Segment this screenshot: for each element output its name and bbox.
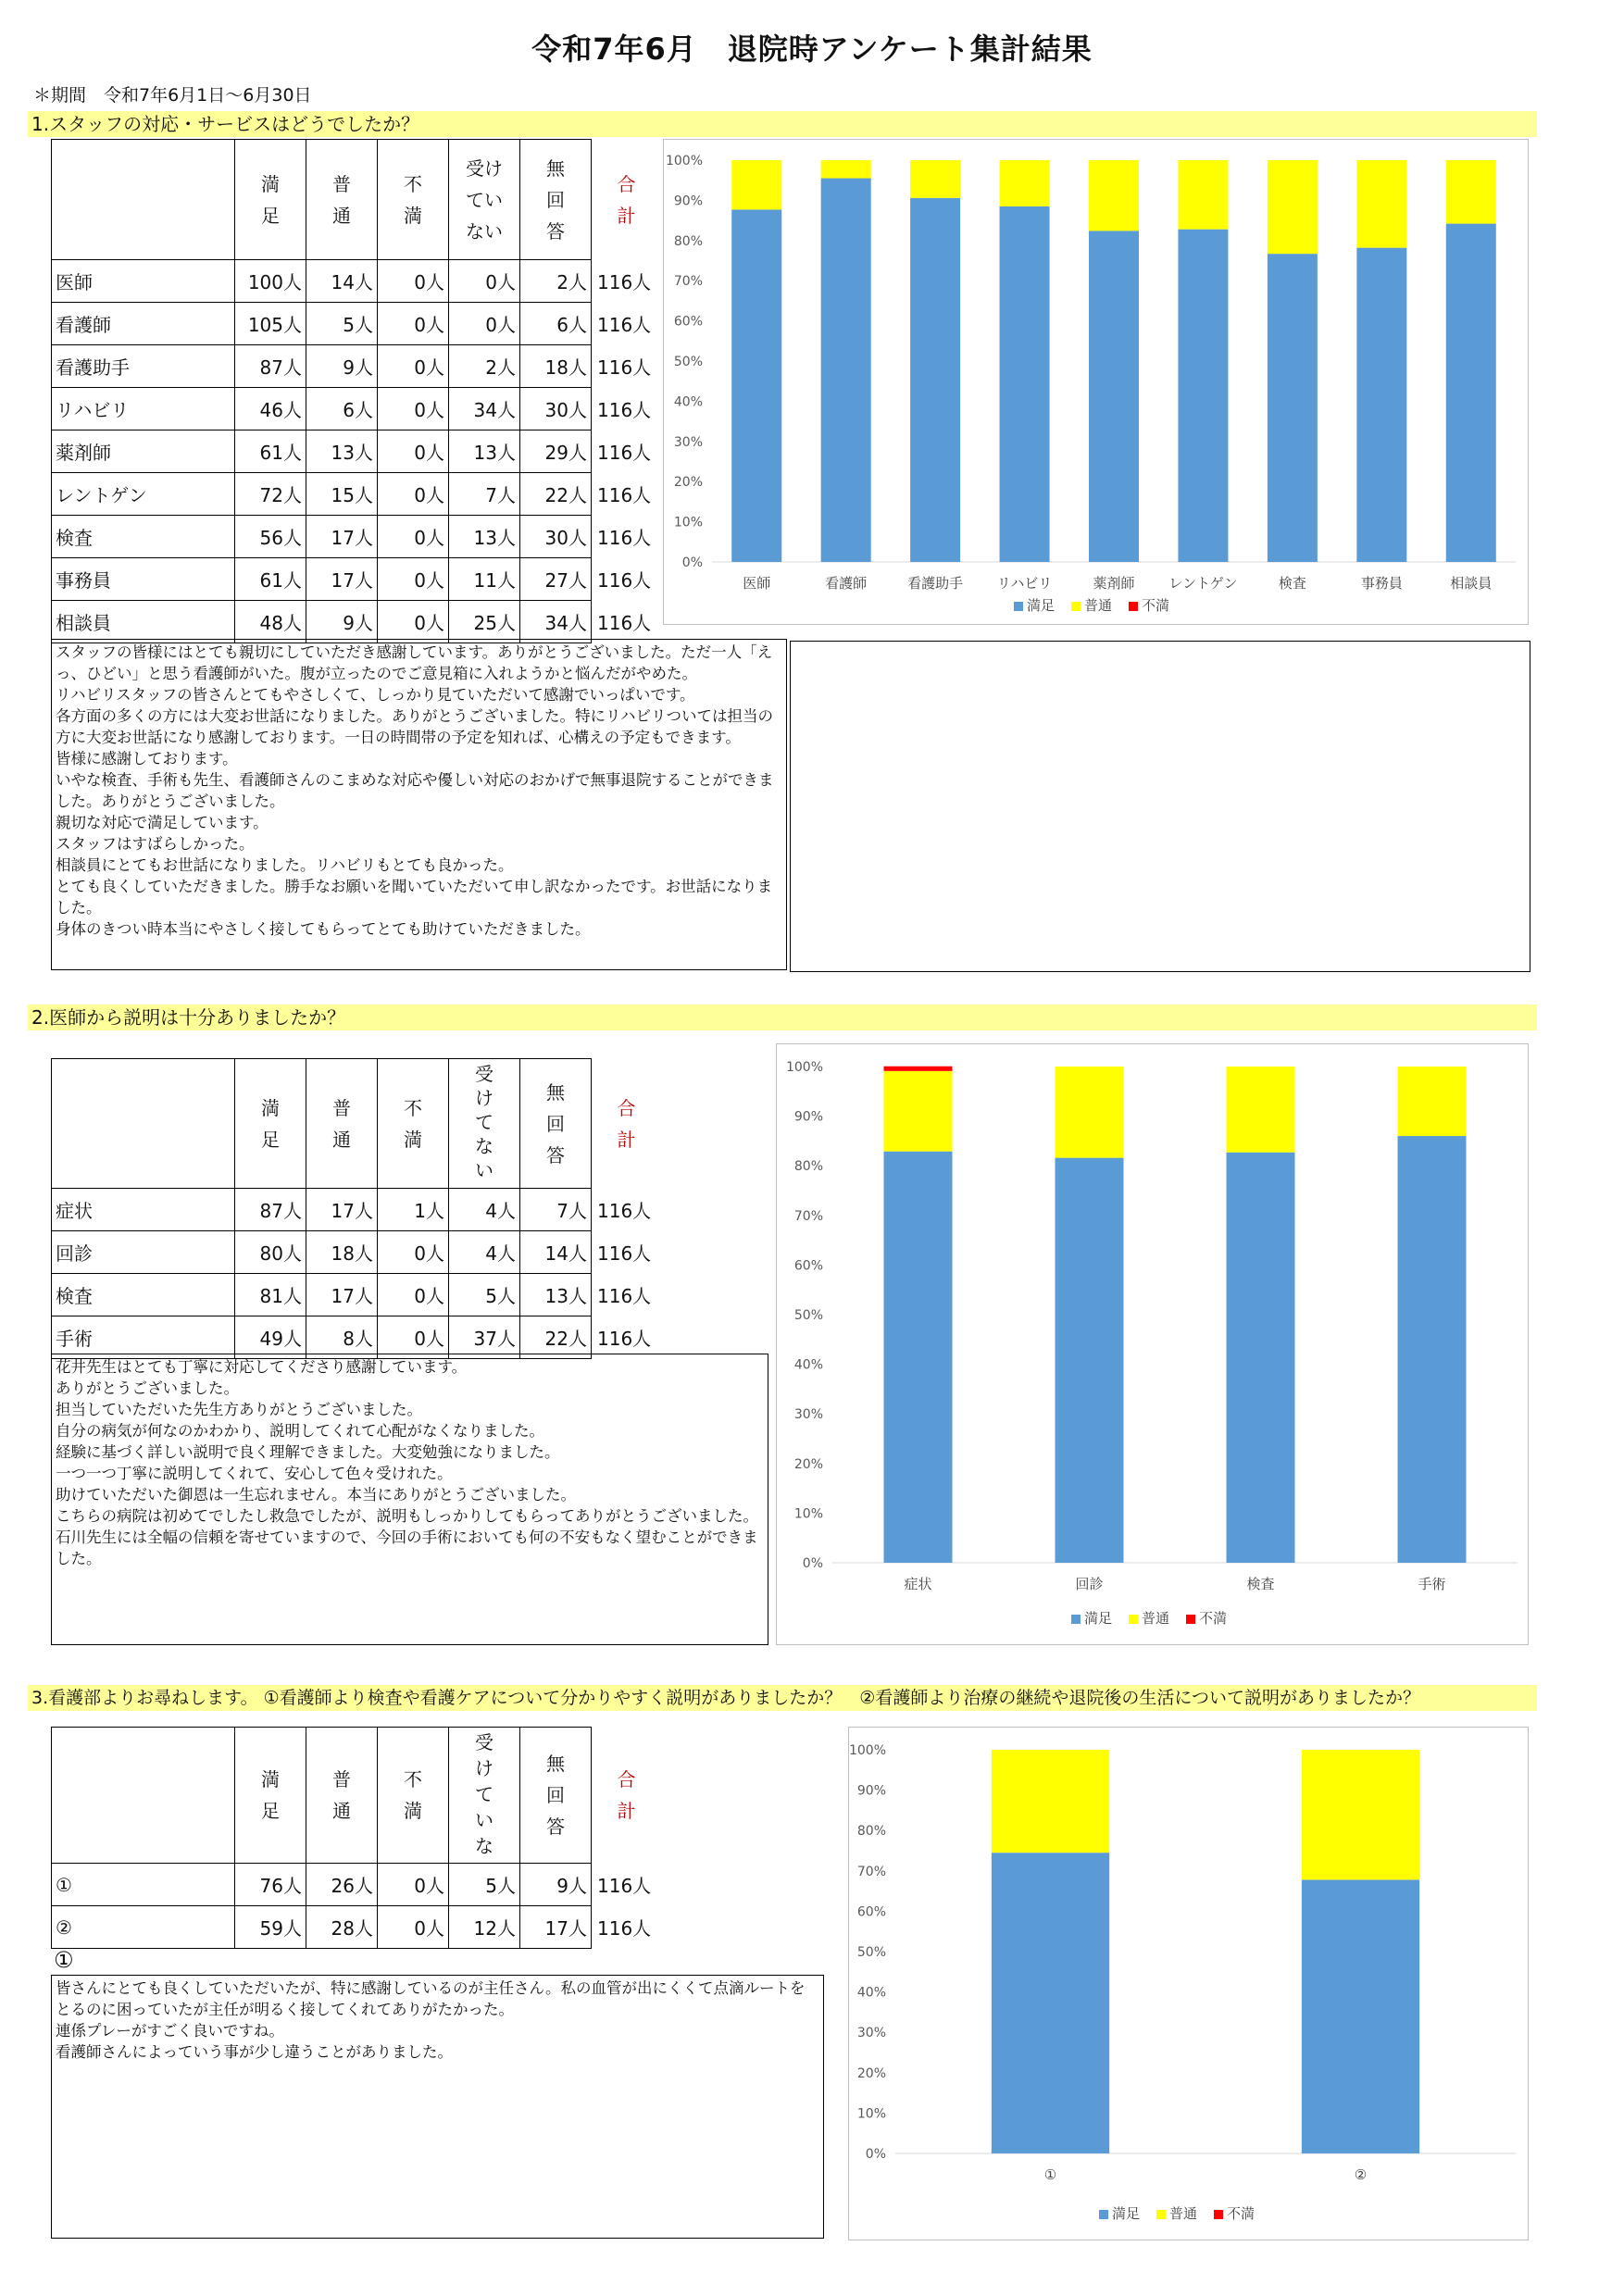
section-1-empty-box (790, 641, 1530, 972)
table-row (52, 1864, 656, 1906)
y-tick-label: 30% (793, 1407, 823, 1423)
x-tick-label: 薬剤師 (1093, 575, 1135, 592)
row-total: 116人 (597, 527, 652, 549)
row-total: 116人 (597, 1285, 652, 1307)
table-row (52, 473, 656, 516)
bar-segment-満足 (1356, 248, 1406, 562)
row-label: ② (52, 1906, 235, 1949)
row-value: 81人 (235, 1274, 306, 1316)
row-label: ① (52, 1864, 235, 1906)
bar-segment-満足 (1302, 1879, 1419, 2153)
row-value: 80人 (235, 1231, 306, 1274)
x-tick-label: 手術 (1418, 1576, 1446, 1592)
row-value: 61人 (235, 430, 306, 473)
y-tick-label: 90% (856, 1783, 886, 1799)
row-value: 13人 (449, 430, 520, 473)
legend-label: 普通 (1169, 2205, 1198, 2222)
y-tick-label: 20% (673, 475, 703, 491)
row-value: 5人 (449, 1864, 520, 1906)
row-value: 0人 (378, 303, 449, 345)
row-value: 2人 (520, 260, 592, 303)
row-value: 14人 (520, 1231, 592, 1274)
bar-segment-満足 (1268, 254, 1318, 562)
survey-period: ＊期間 令和7年6月1日～6月30日 (33, 85, 312, 106)
x-tick-label: 相談員 (1450, 575, 1493, 592)
table-row (52, 1189, 656, 1231)
table-row (52, 260, 656, 303)
x-tick-label: 検査 (1278, 575, 1306, 592)
y-tick-label: 80% (856, 1824, 886, 1840)
x-tick-label: 事務員 (1360, 575, 1403, 592)
row-value: 0人 (378, 473, 449, 516)
row-label: 事務員 (52, 558, 235, 601)
legend-label: 不満 (1142, 597, 1170, 614)
row-value: 12人 (449, 1906, 520, 1949)
bar-segment-普通 (992, 1750, 1109, 1853)
row-value: 61人 (235, 558, 306, 601)
bar-segment-普通 (1089, 160, 1139, 231)
table-row (52, 303, 656, 345)
header-satisfied: 満足 (235, 1728, 306, 1864)
y-tick-label: 80% (793, 1159, 823, 1175)
comment: 連係プレーがすごく良いですね。 (56, 2022, 284, 2040)
y-tick-label: 50% (673, 355, 703, 369)
bar-segment-満足 (992, 1853, 1109, 2153)
header-not-received: 受けていない (449, 140, 520, 260)
y-tick-label: 10% (856, 2106, 886, 2122)
row-value: 0人 (378, 1274, 449, 1316)
row-label: 検査 (52, 1274, 235, 1316)
row-value: 17人 (306, 1189, 378, 1231)
table-header-row (52, 1728, 656, 1864)
comment: 担当していただいた先生方ありがとうございました。 (56, 1401, 422, 1418)
section-2-heading: 2.医師から説明は十分ありましたか？ (28, 1004, 1537, 1030)
header-total: 合計 (617, 1768, 636, 1822)
x-tick-label: 症状 (904, 1576, 932, 1592)
bar-segment-普通 (731, 160, 781, 209)
row-label: レントゲン (52, 473, 235, 516)
bar-segment-満足 (1227, 1153, 1295, 1563)
y-tick-label: 20% (856, 2065, 886, 2081)
table-row (52, 345, 656, 388)
bar-segment-普通 (1056, 1067, 1124, 1158)
row-value: 0人 (378, 345, 449, 388)
page-title: 令和7年6月 退院時アンケート集計結果 (531, 31, 1093, 67)
section-3-heading: 3.看護部よりお尋ねします。 ①看護師より検査や看護ケアについて分かりやすく説明がありましたか？ ②看護師より治療の継続や退院後の生活について説明がありましたか？ (28, 1685, 1537, 1711)
table-row (52, 516, 656, 558)
legend-label: 満足 (1112, 2205, 1141, 2222)
row-value: 28人 (306, 1906, 378, 1949)
row-value: 13人 (306, 430, 378, 473)
bar-segment-普通 (1356, 160, 1406, 248)
y-tick-label: 60% (793, 1258, 823, 1274)
row-total: 116人 (597, 1200, 652, 1222)
comment: 皆さんにとても良くしていただいたが、特に感謝しているのが主任さん。私の血管が出にくくて点滴ルートをとるのに困っていたが主任が明るく接してくれてありがたかった。 (56, 1979, 806, 2018)
row-value: 100人 (235, 260, 306, 303)
row-value: 13人 (449, 516, 520, 558)
row-value: 56人 (235, 516, 306, 558)
y-tick-label: 60% (856, 1904, 886, 1920)
x-tick-label: リハビリ (996, 575, 1053, 592)
section-1-chart (663, 139, 1529, 625)
row-value: 22人 (520, 1316, 592, 1359)
row-value: 30人 (520, 516, 592, 558)
legend-label: 不満 (1199, 1610, 1228, 1627)
header-no-answer: 無回答 (520, 1728, 592, 1864)
comment: 助けていただいた御恩は一生忘れません。本当にありがとうございました。 (56, 1486, 576, 1504)
y-tick-label: 30% (856, 2026, 886, 2041)
legend-label: 不満 (1227, 2205, 1255, 2222)
bar-segment-満足 (910, 198, 960, 562)
y-tick-label: 40% (793, 1357, 823, 1373)
row-value: 5人 (449, 1274, 520, 1316)
row-total: 116人 (597, 442, 652, 464)
row-value: 29人 (520, 430, 592, 473)
legend-swatch (1129, 1615, 1138, 1624)
row-value: 0人 (378, 1316, 449, 1359)
y-tick-label: 50% (856, 1945, 886, 1960)
bar-segment-満足 (1089, 231, 1139, 562)
row-value: 87人 (235, 345, 306, 388)
section-3-table (51, 1727, 656, 1949)
y-tick-label: 70% (856, 1864, 886, 1879)
bar-segment-満足 (1398, 1136, 1467, 1563)
row-value: 5人 (306, 303, 378, 345)
row-value: 72人 (235, 473, 306, 516)
table-row (52, 1316, 656, 1359)
row-value: 25人 (449, 601, 520, 643)
section-1-comments (51, 639, 787, 970)
comment: スタッフはすばらしかった。 (56, 835, 255, 853)
row-value: 13人 (520, 1274, 592, 1316)
y-tick-label: 0% (802, 1556, 823, 1571)
row-value: 0人 (449, 260, 520, 303)
row-value: 9人 (306, 345, 378, 388)
row-value: 6人 (306, 388, 378, 430)
bar-segment-普通 (1000, 160, 1050, 206)
comment: 相談員にとてもお世話になりました。リハビリもとても良かった。 (56, 856, 514, 874)
row-label: 手術 (52, 1316, 235, 1359)
bar-segment-満足 (1446, 224, 1496, 562)
y-tick-label: 80% (673, 233, 703, 249)
comment: 石川先生には全幅の信頼を寄せていますので、今回の手術においても何の不安もなく望むことができました。 (56, 1529, 758, 1567)
section-1-heading: 1.スタッフの対応・サービスはどうでしたか？ (28, 111, 1537, 137)
comment: 看護師さんによっていう事が少し違うことがありました。 (56, 2043, 453, 2061)
comment: 親切な対応で満足しています。 (56, 814, 269, 831)
row-value: 22人 (520, 473, 592, 516)
legend-swatch (1186, 1615, 1195, 1624)
comment: 花井先生はとても丁寧に対応してくださり感謝しています。 (56, 1358, 468, 1376)
x-tick-label: ① (1043, 2166, 1057, 2183)
legend-label: 満足 (1084, 1610, 1113, 1627)
row-value: 17人 (306, 1274, 378, 1316)
y-tick-label: 100% (665, 154, 703, 168)
comment: 各方面の多くの方には大変お世話になりました。ありがとうございました。特にリハビリついては担当の方に大変お世話になり感謝しております。一日の時間帯の予定を知れば、心構えの予定もできます。 (56, 707, 774, 746)
y-tick-label: 0% (865, 2147, 886, 2162)
row-total: 116人 (597, 1917, 652, 1940)
y-tick-label: 70% (793, 1208, 823, 1224)
y-tick-label: 10% (673, 515, 703, 530)
row-value: 17人 (520, 1906, 592, 1949)
table-row (52, 558, 656, 601)
header-normal: 普通 (306, 1728, 378, 1864)
table-row (52, 388, 656, 430)
header-dissatisfied: 不満 (378, 140, 449, 260)
row-value: 27人 (520, 558, 592, 601)
bar-segment-普通 (884, 1071, 953, 1152)
row-total: 116人 (597, 612, 652, 634)
x-tick-label: レントゲン (1168, 575, 1238, 592)
row-value: 37人 (449, 1316, 520, 1359)
comment: リハビリスタッフの皆さんとてもやさしくて、しっかり見ていただいて感謝でいっぱいです。 (56, 686, 695, 704)
legend-swatch (1129, 602, 1138, 611)
bar-segment-満足 (1000, 206, 1050, 562)
section-3-comments (51, 1975, 824, 2239)
row-total: 116人 (597, 569, 652, 592)
comment: ありがとうございました。 (56, 1379, 239, 1397)
header-total: 合計 (617, 1096, 636, 1151)
table-header-row (52, 1059, 656, 1189)
row-value: 46人 (235, 388, 306, 430)
section-2-table (51, 1058, 656, 1359)
table-row (52, 1906, 656, 1949)
header-satisfied: 満足 (235, 140, 306, 260)
section-3-chart (848, 1727, 1529, 2240)
row-value: 0人 (378, 516, 449, 558)
row-value: 0人 (378, 388, 449, 430)
y-tick-label: 90% (673, 193, 703, 209)
comment: 自分の病気が何なのかわかり、説明してくれて心配がなくなりました。 (56, 1422, 544, 1440)
y-tick-label: 70% (673, 274, 703, 290)
y-tick-label: 60% (673, 314, 703, 330)
row-label: 症状 (52, 1189, 235, 1231)
y-tick-label: 20% (793, 1456, 823, 1472)
legend-swatch (1071, 602, 1081, 611)
table-row (52, 1274, 656, 1316)
section-2-chart (776, 1043, 1529, 1645)
header-no-answer: 無回答 (520, 140, 592, 260)
row-value: 0人 (378, 1864, 449, 1906)
row-value: 49人 (235, 1316, 306, 1359)
row-value: 76人 (235, 1864, 306, 1906)
bar-segment-普通 (1302, 1750, 1419, 1879)
header-normal: 普通 (306, 1059, 378, 1189)
comment: いやな検査、手術も先生、看護師さんのこまめな対応や優しい対応のおかげで無事退院することができました。ありがとうございました。 (56, 771, 774, 810)
bar-segment-普通 (1268, 160, 1318, 254)
row-value: 17人 (306, 516, 378, 558)
comment: こちらの病院は初めてでしたし救急でしたが、説明もしっかりしてもらってありがとうございました。 (56, 1507, 758, 1525)
row-label: リハビリ (52, 388, 235, 430)
row-value: 4人 (449, 1231, 520, 1274)
header-dissatisfied: 不満 (378, 1728, 449, 1864)
x-tick-label: 回診 (1075, 1576, 1104, 1592)
header-normal: 普通 (306, 140, 378, 260)
row-value: 0人 (378, 260, 449, 303)
bar-segment-満足 (731, 209, 781, 562)
row-label: 検査 (52, 516, 235, 558)
legend-swatch (1156, 2210, 1166, 2219)
row-value: 15人 (306, 473, 378, 516)
x-tick-label: 検査 (1246, 1576, 1275, 1592)
legend-label: 満足 (1027, 597, 1056, 614)
row-value: 4人 (449, 1189, 520, 1231)
y-tick-label: 100% (785, 1060, 823, 1075)
y-tick-label: 90% (793, 1109, 823, 1125)
bar-segment-普通 (1178, 160, 1228, 230)
legend-label: 普通 (1142, 1610, 1170, 1627)
row-total: 116人 (597, 271, 652, 293)
row-label: 薬剤師 (52, 430, 235, 473)
row-total: 116人 (597, 399, 652, 421)
row-value: 17人 (306, 558, 378, 601)
row-value: 0人 (449, 303, 520, 345)
row-value: 59人 (235, 1906, 306, 1949)
legend-swatch (1071, 1615, 1081, 1624)
table-row (52, 601, 656, 643)
row-total: 116人 (597, 1328, 652, 1350)
row-value: 14人 (306, 260, 378, 303)
x-tick-label: ② (1354, 2166, 1368, 2183)
header-not-received: 受けていな (449, 1728, 520, 1864)
legend-label: 普通 (1084, 597, 1113, 614)
row-value: 1人 (378, 1189, 449, 1231)
bar-segment-普通 (821, 160, 871, 179)
row-total: 116人 (597, 356, 652, 379)
y-tick-label: 40% (856, 1985, 886, 2001)
bar-segment-普通 (1398, 1067, 1467, 1136)
row-total: 116人 (597, 1875, 652, 1897)
comment: 身体のきつい時本当にやさしく接してもらってとても助けていただきました。 (56, 920, 591, 938)
section-1-table (51, 139, 656, 643)
row-value: 0人 (378, 430, 449, 473)
row-value: 48人 (235, 601, 306, 643)
row-value: 9人 (306, 601, 378, 643)
row-label: 看護助手 (52, 345, 235, 388)
row-value: 34人 (449, 388, 520, 430)
y-tick-label: 10% (793, 1506, 823, 1522)
row-total: 116人 (597, 484, 652, 506)
row-value: 0人 (378, 1231, 449, 1274)
row-label: 医師 (52, 260, 235, 303)
comment: 皆様に感謝しております。 (56, 750, 238, 767)
header-satisfied: 満足 (235, 1059, 306, 1189)
row-value: 7人 (520, 1189, 592, 1231)
header-corner (52, 1059, 235, 1189)
y-tick-label: 30% (673, 434, 703, 450)
row-label: 看護師 (52, 303, 235, 345)
row-value: 2人 (449, 345, 520, 388)
header-corner (52, 140, 235, 260)
comment: 一つ一つ丁寧に説明してくれて、安心して色々受けれた。 (56, 1465, 453, 1482)
bar-segment-不満 (884, 1067, 953, 1071)
legend-swatch (1014, 602, 1023, 611)
bar-segment-普通 (910, 160, 960, 198)
x-tick-label: 看護師 (825, 575, 868, 592)
row-value: 87人 (235, 1189, 306, 1231)
header-corner (52, 1728, 235, 1864)
row-total: 116人 (597, 314, 652, 336)
row-label: 相談員 (52, 601, 235, 643)
bar-segment-満足 (884, 1152, 953, 1563)
row-total: 116人 (597, 1242, 652, 1265)
bar-segment-普通 (1227, 1067, 1295, 1153)
comment-marker: ① (54, 1947, 74, 1973)
row-value: 0人 (378, 601, 449, 643)
row-value: 8人 (306, 1316, 378, 1359)
row-value: 26人 (306, 1864, 378, 1906)
row-value: 7人 (449, 473, 520, 516)
bar-segment-普通 (1446, 160, 1496, 224)
row-value: 0人 (378, 558, 449, 601)
row-value: 18人 (520, 345, 592, 388)
x-tick-label: 看護助手 (907, 575, 964, 592)
section-2-comments (51, 1354, 768, 1645)
y-tick-label: 0% (681, 555, 703, 570)
row-value: 9人 (520, 1864, 592, 1906)
header-not-received: 受けてない (449, 1059, 520, 1189)
bar-segment-満足 (821, 179, 871, 562)
comment: スタッフの皆様にはとても親切にしていただき感謝しています。ありがとうございました。ただ一人「えっ、ひどい」と思う看護師がいた。腹が立ったのでご意見箱に入れようかと悩んだがやめた。 (56, 643, 773, 682)
row-value: 34人 (520, 601, 592, 643)
row-label: 回診 (52, 1231, 235, 1274)
y-tick-label: 50% (793, 1308, 823, 1323)
legend-swatch (1099, 2210, 1108, 2219)
bar-segment-満足 (1178, 230, 1228, 562)
comment: とても良くしていただきました。勝手なお願いを聞いていただいて申し訳なかったです。お世話になりました。 (56, 878, 773, 917)
row-value: 11人 (449, 558, 520, 601)
row-value: 105人 (235, 303, 306, 345)
row-value: 18人 (306, 1231, 378, 1274)
table-row (52, 430, 656, 473)
header-dissatisfied: 不満 (378, 1059, 449, 1189)
table-header-row (52, 140, 656, 260)
header-total: 合計 (617, 172, 636, 227)
row-value: 0人 (378, 1906, 449, 1949)
y-tick-label: 40% (673, 394, 703, 410)
legend-swatch (1214, 2210, 1223, 2219)
bar-segment-満足 (1056, 1158, 1124, 1563)
table-row (52, 1231, 656, 1274)
row-value: 6人 (520, 303, 592, 345)
row-value: 30人 (520, 388, 592, 430)
comment: 経験に基づく詳しい説明で良く理解できました。大変勉強になりました。 (56, 1443, 560, 1461)
y-tick-label: 100% (849, 1743, 886, 1758)
header-no-answer: 無回答 (520, 1059, 592, 1189)
x-tick-label: 医師 (743, 575, 771, 592)
